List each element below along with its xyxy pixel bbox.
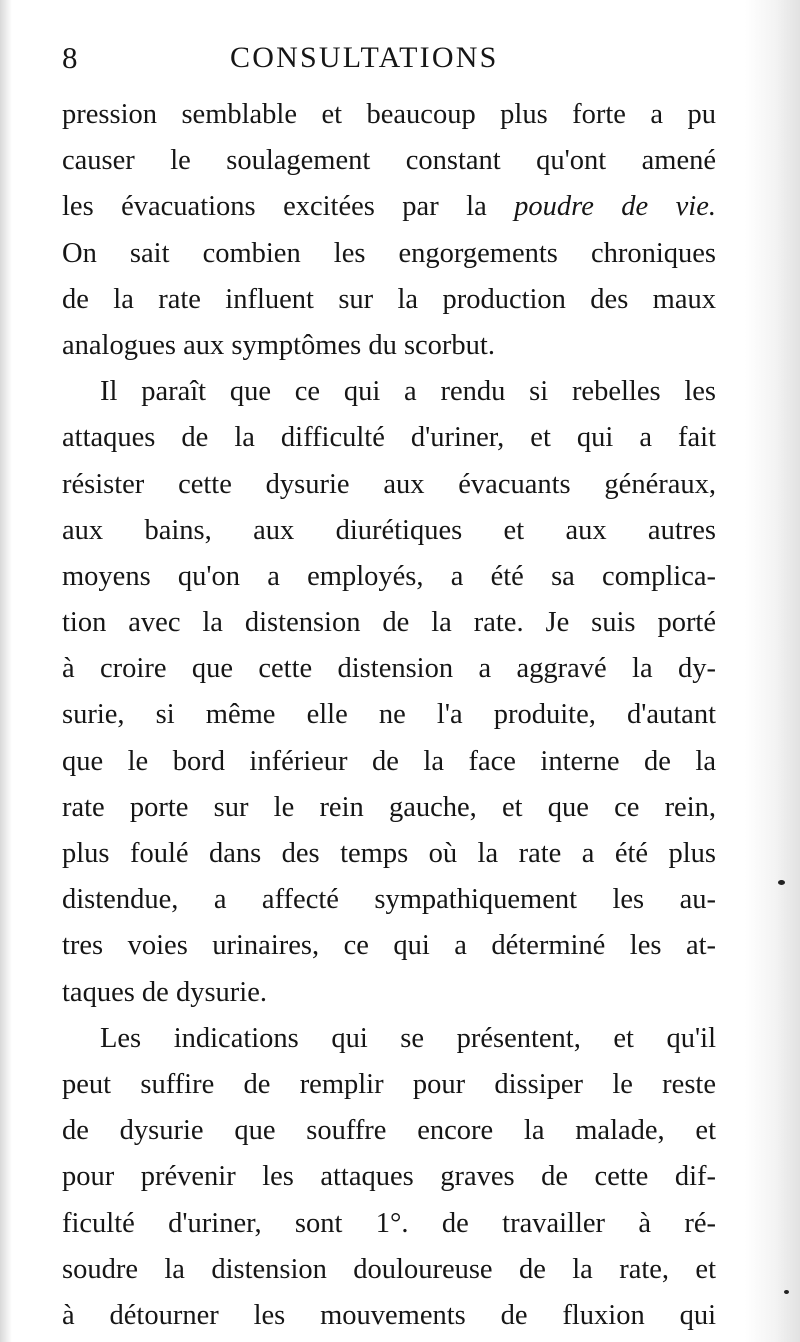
text-line: Il paraît que ce qui a rendu si rebelles les (100, 376, 716, 408)
text-line (62, 184, 716, 230)
page-header (62, 36, 716, 80)
text-line: à croire que cette distension a aggravé la dy- (62, 653, 716, 685)
text-line: On sait combien les engorgements chroniques (62, 237, 716, 269)
text-line: peut suffire de remplir pour dissiper le reste (62, 1068, 716, 1100)
text-line: distendue, a affecté sympathiquement les au- (62, 884, 716, 916)
page-number: 8 (62, 40, 78, 75)
ink-speck (784, 1290, 789, 1294)
text-line-start: les évacuations excitées par la (62, 191, 515, 223)
text-line: surie, si même elle ne l'a produite, d'autant (62, 699, 716, 731)
text-line: causer le soulagement constant qu'ont amené (62, 145, 716, 177)
text-line: que le bord inférieur de la face interne de la (62, 745, 716, 777)
body-text (62, 92, 716, 1339)
text-line: à détourner les mouvements de fluxion qui (62, 1299, 716, 1331)
text-line: moyens qu'on a employés, a été sa complica- (62, 560, 716, 592)
italic-phrase: poudre de vie. (514, 191, 716, 223)
text-line: tres voies urinaires, ce qui a déterminé les at- (62, 930, 716, 962)
running-title: CONSULTATIONS (230, 41, 499, 74)
text-line: attaques de la difficulté d'uriner, et qui a fait (62, 422, 716, 454)
text-line: tion avec la distension de la rate. Je suis porté (62, 607, 716, 639)
text-line: analogues aux symptômes du scorbut. (62, 329, 495, 361)
text-line: de la rate influent sur la production des maux (62, 283, 716, 315)
text-line: aux bains, aux diurétiques et aux autres (62, 514, 716, 546)
text-line: pour prévenir les attaques graves de cette dif- (62, 1161, 716, 1193)
text-line: soudre la distension douloureuse de la rate, et (62, 1253, 716, 1285)
text-line: rate porte sur le rein gauche, et que ce rein, (62, 791, 716, 823)
text-line: de dysurie que souffre encore la malade, et (62, 1115, 716, 1147)
text-line: Les indications qui se présentent, et qu'il (100, 1022, 716, 1054)
ink-speck (778, 880, 785, 885)
text-line: ficulté d'uriner, sont 1°. de travailler à ré- (62, 1207, 716, 1239)
scan-shadow-right (745, 0, 800, 1342)
scan-shadow-left (0, 0, 12, 1342)
text-line: pression semblable et beaucoup plus forte a pu (62, 99, 716, 130)
text-line: taques de dysurie. (62, 976, 267, 1008)
text-line: plus foulé dans des temps où la rate a été plus (62, 838, 716, 869)
text-line: résister cette dysurie aux évacuants généraux, (62, 468, 716, 500)
